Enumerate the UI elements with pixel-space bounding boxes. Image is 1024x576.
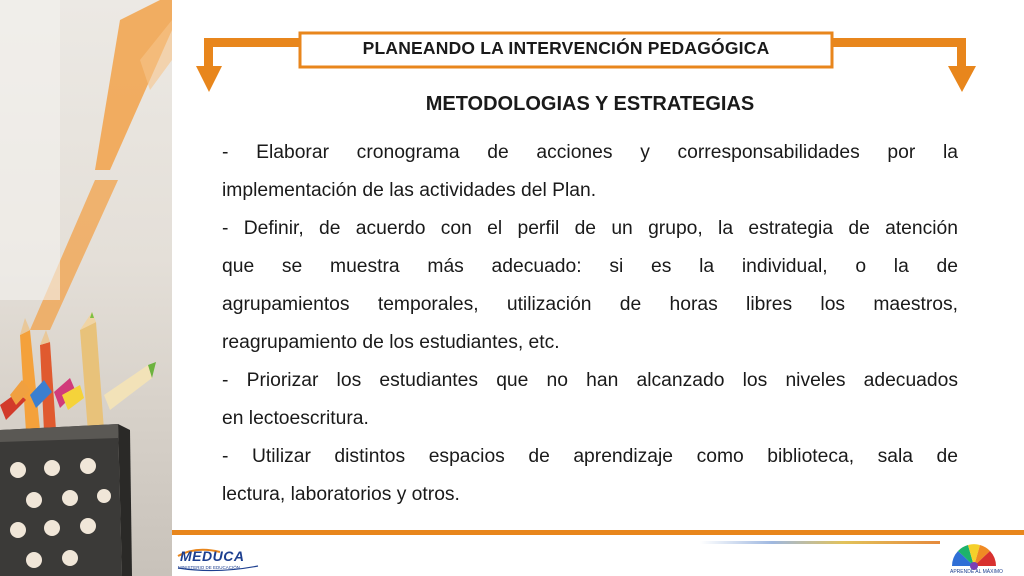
slide-body — [222, 134, 958, 514]
meduca-logo-subtext: MINISTERIO DE EDUCACIÓN — [178, 565, 241, 570]
text-line: en lectoescritura. — [222, 408, 369, 429]
paragraph-priorizar — [222, 362, 958, 438]
text-line: - Definir, de acuerdo con el perfil de un grupo, la estrategia de atención — [222, 218, 958, 239]
text-line: lectura, laboratorios y otros. — [222, 484, 460, 505]
text-line: - Priorizar los estudiantes que no han alcanzado los niveles adecuados — [222, 370, 958, 391]
text-line: agrupamientos temporales, utilización de horas libres los maestros, — [222, 294, 958, 315]
text-line: - Elaborar cronograma de acciones y corresponsabilidades por la — [222, 142, 958, 163]
meduca-logo-text: MEDUCA — [180, 548, 245, 564]
aprende-al-maximo-text: APRENDE AL MÁXIMO — [950, 569, 1003, 575]
slide-subtitle: METODOLOGIAS Y ESTRATEGIAS — [425, 93, 755, 115]
paragraph-utilizar — [222, 438, 958, 514]
text-line: reagrupamiento de los estudiantes, etc. — [222, 332, 560, 353]
slide-title: PLANEANDO LA INTERVENCIÓN PEDAGÓGICA — [362, 37, 770, 58]
text-line: - Utilizar distintos espacios de aprendizaje como biblioteca, sala de — [222, 446, 958, 467]
paragraph-cronograma — [222, 134, 958, 210]
paragraph-definir — [222, 210, 958, 362]
text-line: que se muestra más adecuado: si es la individual, o la de — [222, 256, 958, 277]
text-line: implementación de las actividades del Plan. — [222, 180, 597, 201]
footer-divider — [172, 530, 1024, 535]
footer-color-rule — [700, 541, 940, 544]
pencil-cup-photo — [0, 0, 172, 576]
